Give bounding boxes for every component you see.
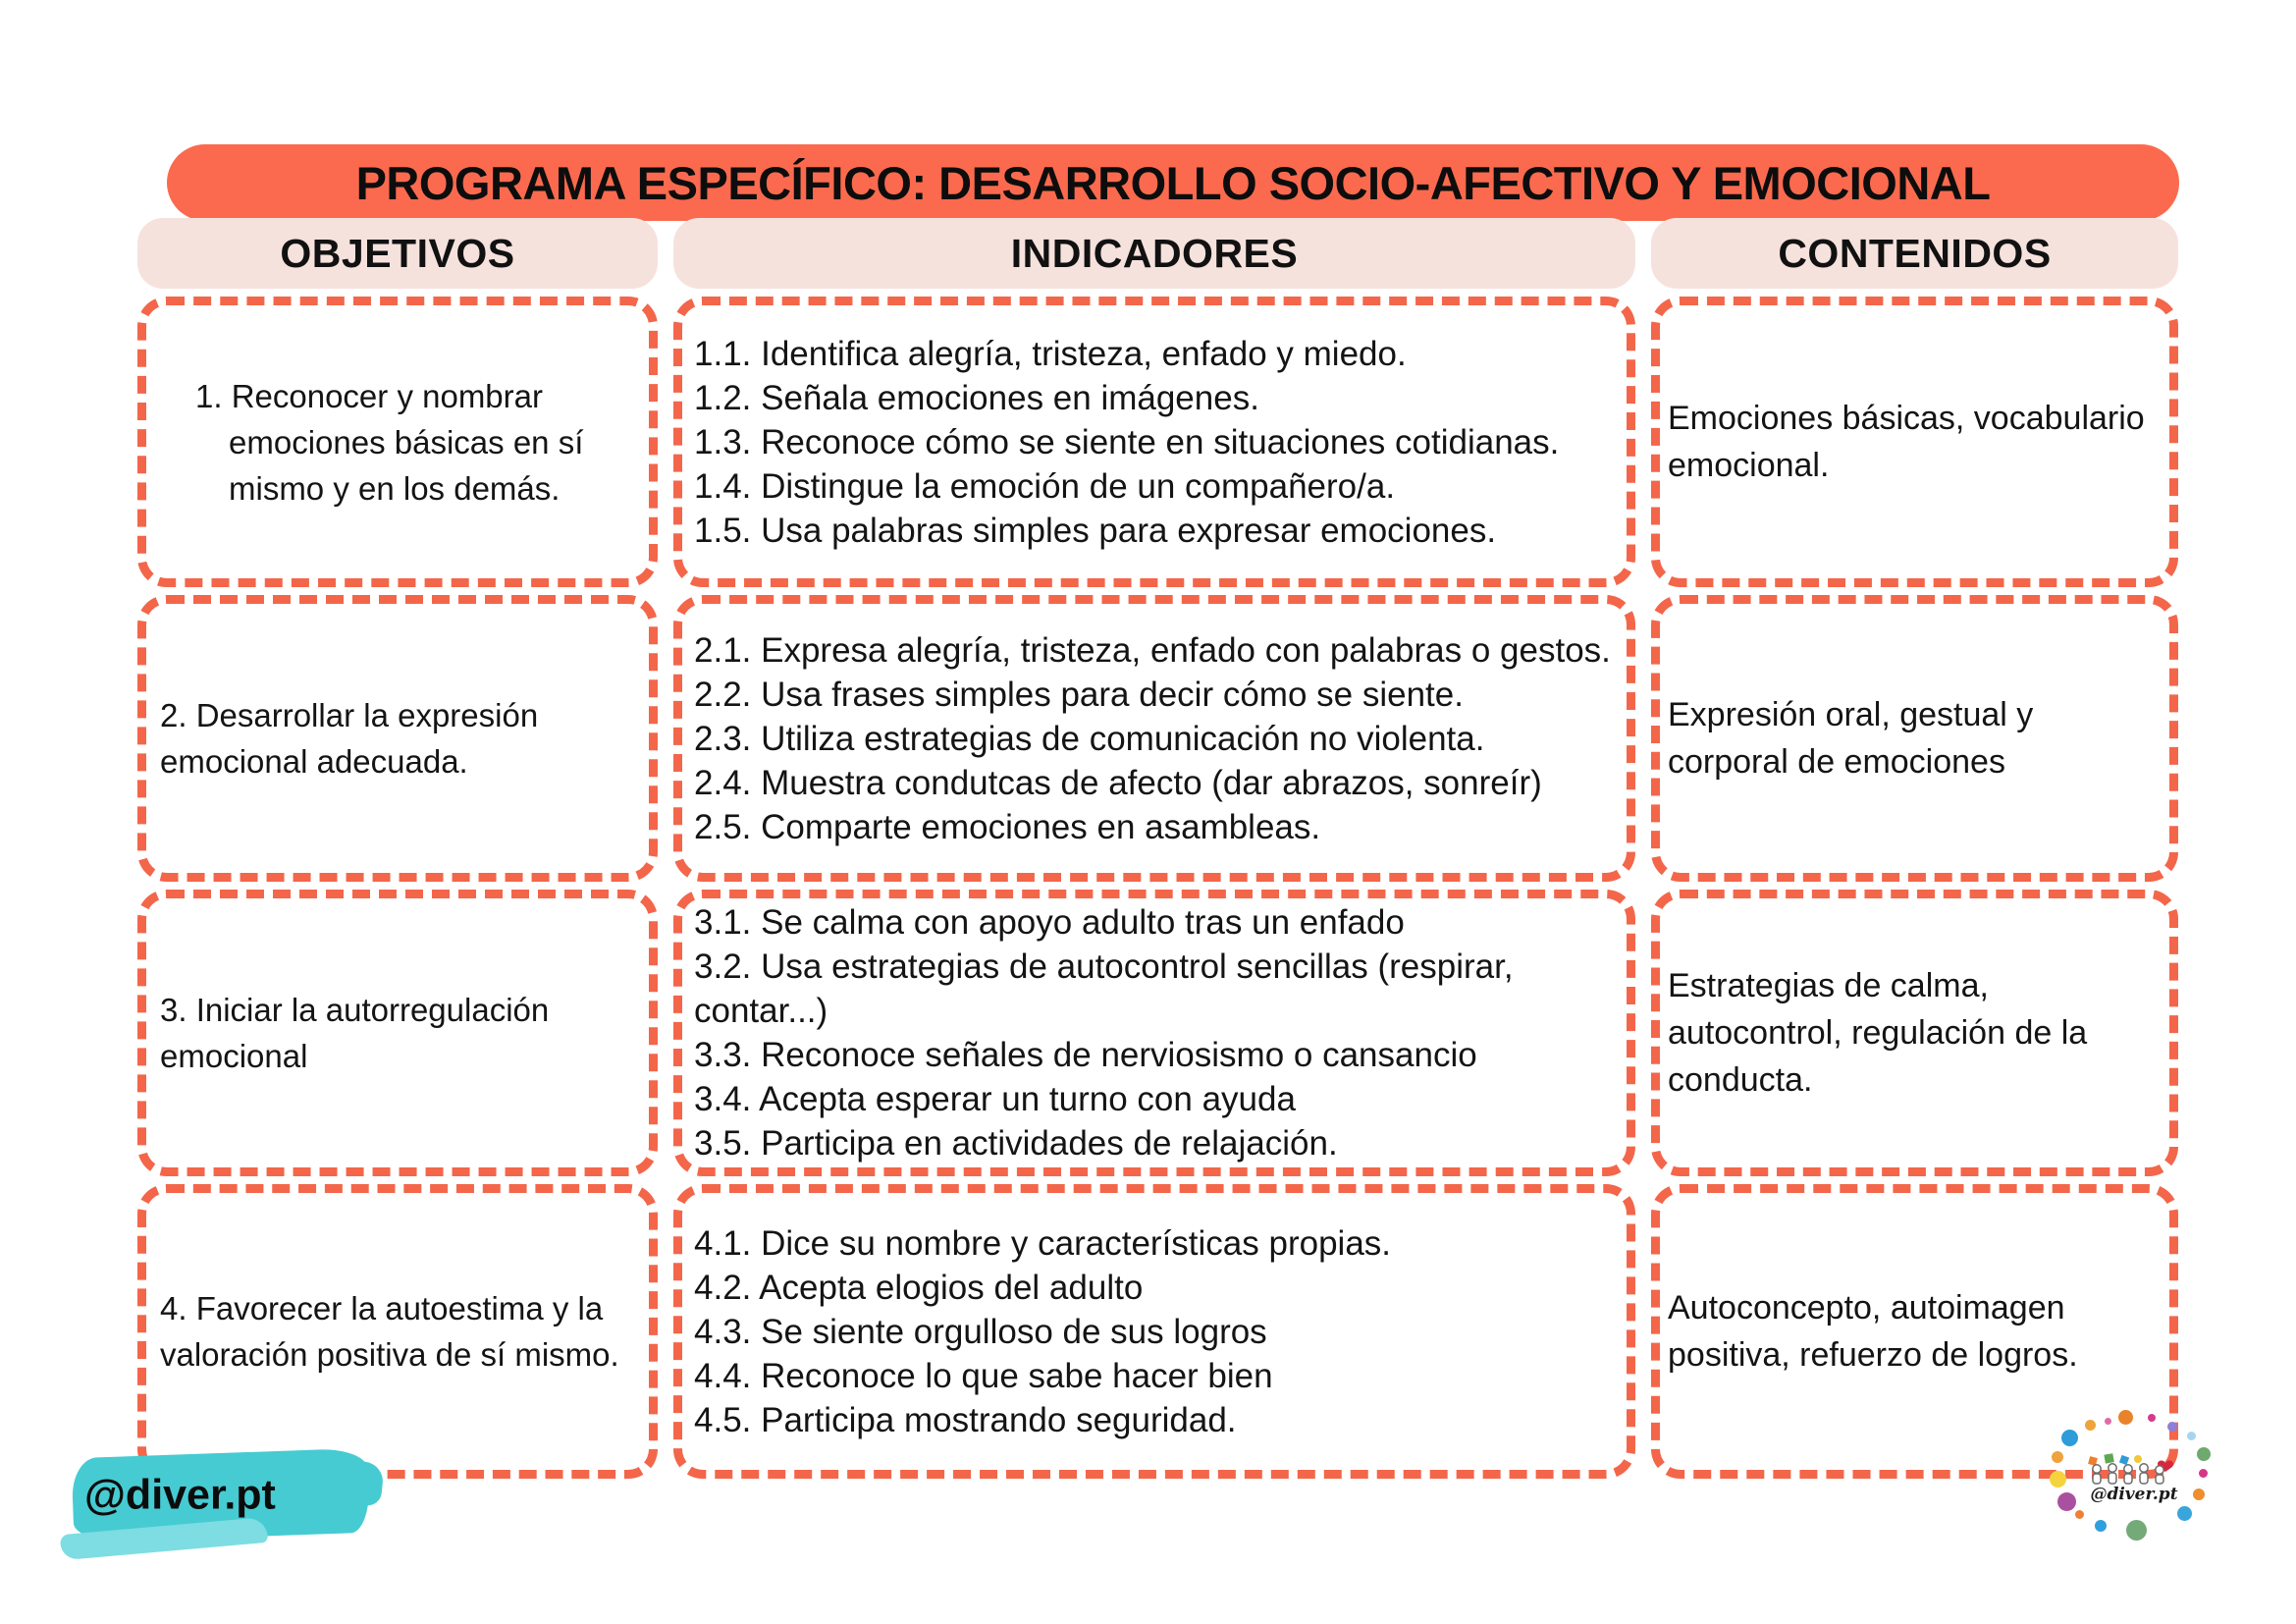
- column-header-objetivos: OBJETIVOS: [137, 218, 658, 289]
- indicator-item: 1.1. Identifica alegría, tristeza, enfado y miedo.: [694, 334, 1407, 373]
- logo-dot: [2061, 1430, 2078, 1446]
- indicator-item: 1.2. Señala emociones en imágenes.: [694, 378, 1259, 417]
- logo-dot: [2177, 1506, 2192, 1521]
- contenido-cell-1: [1651, 297, 2178, 587]
- indicator-item: 4.1. Dice su nombre y características propias.: [694, 1223, 1392, 1263]
- contenido-text: Autoconcepto, autoimagen positiva, refuerzo de logros.: [1668, 1289, 2078, 1374]
- indicator-item: 4.5. Participa mostrando seguridad.: [694, 1400, 1237, 1439]
- diver-logo: [2050, 1410, 2218, 1555]
- indicator-item: 2.5. Comparte emociones en asambleas.: [694, 807, 1321, 846]
- objetivo-text: 2. Desarrollar la expresión emocional adecuada.: [160, 697, 539, 780]
- indicator-item: 4.4. Reconoce lo que sabe hacer bien: [694, 1356, 1273, 1395]
- indicator-item: 3.2. Usa estrategias de autocontrol sencillas (respirar, contar...): [694, 947, 1514, 1030]
- title-banner: [167, 144, 2179, 221]
- objetivo-cell-1: [137, 297, 658, 587]
- objetivo-cell-2: [137, 595, 658, 882]
- objetivo-text: 3. Iniciar la autorregulación emocional: [160, 992, 550, 1074]
- indicadores-cell-1: [673, 297, 1635, 587]
- logo-dot: [2075, 1510, 2084, 1519]
- indicator-item: 1.4. Distingue la emoción de un compañero/a.: [694, 466, 1396, 506]
- indicadores-cell-3: [673, 890, 1635, 1176]
- column-header-contenidos: CONTENIDOS: [1651, 218, 2178, 289]
- logo-dot: [2085, 1420, 2096, 1431]
- contenido-cell-3: [1651, 890, 2178, 1176]
- objetivo-cell-4: [137, 1184, 658, 1479]
- indicator-item: 2.3. Utiliza estrategias de comunicación no violenta.: [694, 719, 1485, 758]
- watermark-text: @diver.pt: [84, 1471, 276, 1519]
- watermark-brush: [73, 1447, 379, 1547]
- indicator-item: 3.3. Reconoce señales de nerviosismo o cansancio: [694, 1036, 1477, 1074]
- logo-dot: [2193, 1489, 2205, 1500]
- contenido-text: Expresión oral, gestual y corporal de emociones: [1668, 696, 2034, 781]
- logo-dot: [2095, 1520, 2107, 1532]
- indicator-item: 3.5. Participa en actividades de relajación.: [694, 1124, 1338, 1163]
- indicadores-cell-4: [673, 1184, 1635, 1479]
- logo-dot: [2148, 1414, 2156, 1422]
- logo-dot: [2052, 1451, 2063, 1463]
- logo-handle: @diver.pt: [2090, 1485, 2178, 1504]
- objetivo-text: 4. Favorecer la autoestima y la valoración positiva de sí mismo.: [160, 1290, 619, 1373]
- indicator-item: 3.4. Acepta esperar un turno con ayuda: [694, 1080, 1296, 1118]
- indicator-item: 2.1. Expresa alegría, tristeza, enfado con palabras o gestos.: [694, 630, 1611, 670]
- logo-dot: [2126, 1520, 2147, 1541]
- logo-dot: [2057, 1492, 2076, 1511]
- indicator-item: 4.2. Acepta elogios del adulto: [694, 1268, 1144, 1307]
- objetivo-cell-3: [137, 890, 658, 1176]
- logo-dot: [2187, 1432, 2196, 1440]
- objetivo-text: 1. Reconocer y nombrar emociones básicas en sí mismo y en los demás.: [195, 377, 584, 507]
- logo-dot: [2197, 1447, 2211, 1461]
- indicator-item: 2.2. Usa frases simples para decir cómo se siente.: [694, 675, 1464, 714]
- children-figures-icon: [2085, 1453, 2183, 1487]
- logo-dot: [2118, 1410, 2133, 1425]
- indicator-item: 1.3. Reconoce cómo se siente en situaciones cotidianas.: [694, 422, 1560, 461]
- indicator-item: 4.3. Se siente orgulloso de sus logros: [694, 1312, 1267, 1351]
- column-header-indicadores: INDICADORES: [673, 218, 1635, 289]
- logo-dot: [2105, 1418, 2111, 1425]
- logo-dot: [2199, 1469, 2208, 1478]
- logo-dot: [2050, 1471, 2066, 1488]
- indicator-item: 1.5. Usa palabras simples para expresar emociones.: [694, 511, 1497, 550]
- contenido-cell-2: [1651, 595, 2178, 882]
- program-table: [137, 218, 2178, 1479]
- logo-dot: [2167, 1422, 2177, 1432]
- contenido-text: Emociones básicas, vocabulario emocional.: [1668, 400, 2145, 484]
- indicator-item: 2.4. Muestra condutcas de afecto (dar abrazos, sonreír): [694, 763, 1542, 802]
- page-title: PROGRAMA ESPECÍFICO: DESARROLLO SOCIO-AFECTIVO Y EMOCIONAL: [355, 156, 1991, 209]
- contenido-text: Estrategias de calma, autocontrol, regulación de la conducta.: [1668, 967, 2088, 1099]
- indicator-item: 3.1. Se calma con apoyo adulto tras un enfado: [694, 903, 1405, 942]
- indicadores-cell-2: [673, 595, 1635, 882]
